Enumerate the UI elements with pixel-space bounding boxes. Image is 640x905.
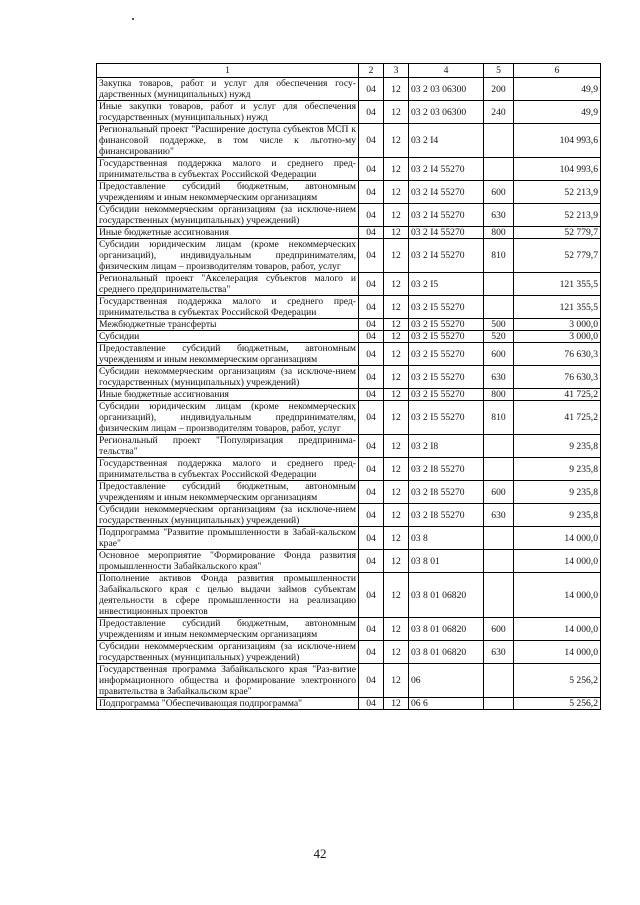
- row-amount: 14 000,0: [514, 641, 601, 664]
- row-name: Межбюджетные трансферты: [97, 319, 359, 331]
- row-target-article: 03 2 I4: [409, 124, 484, 158]
- row-target-article: 03 8 01: [409, 550, 484, 573]
- row-amount: 76 630,3: [514, 343, 601, 366]
- row-section-code: 04: [359, 527, 384, 550]
- row-name: Иные бюджетные ассигнования: [97, 389, 359, 401]
- row-subsection-code: 12: [384, 618, 409, 641]
- header-cell: 3: [384, 64, 409, 78]
- row-section-code: 04: [359, 641, 384, 664]
- row-target-article: 03 2 I4 55270: [409, 181, 484, 204]
- row-target-article: 03 2 I8: [409, 435, 484, 458]
- row-name: Субсидии некоммерческим организациям (за исключе-нием государственных (муниципальных) учреждений): [97, 641, 359, 664]
- row-section-code: 04: [359, 343, 384, 366]
- row-section-code: 04: [359, 319, 384, 331]
- row-section-code: 04: [359, 78, 384, 101]
- row-name: Субсидии: [97, 331, 359, 343]
- table-row: [97, 550, 601, 573]
- row-section-code: 04: [359, 366, 384, 389]
- row-target-article: 03 2 I4 55270: [409, 158, 484, 181]
- row-expense-type: 800: [484, 227, 514, 239]
- row-target-article: 03 2 I5 55270: [409, 319, 484, 331]
- row-target-article: 03 2 I4 55270: [409, 227, 484, 239]
- row-expense-type: 600: [484, 343, 514, 366]
- table-row: [97, 458, 601, 481]
- row-name: Подпрограмма "Обеспечивающая подпрограмма": [97, 698, 359, 710]
- row-name: Государственная программа Забайкальского края "Раз-витие информационного общества и формирование электронного правительства в Забайкальском крае": [97, 664, 359, 698]
- table-row: [97, 343, 601, 366]
- table-row: [97, 698, 601, 710]
- header-cell: 1: [97, 64, 359, 78]
- row-name: Субсидии некоммерческим организациям (за исключе-нием государственных (муниципальных) учреждений): [97, 504, 359, 527]
- row-amount: 5 256,2: [514, 664, 601, 698]
- row-name: Субсидии некоммерческим организациям (за исключе-нием государственных (муниципальных) учреждений): [97, 204, 359, 227]
- row-target-article: 03 2 I5 55270: [409, 296, 484, 319]
- row-name: Субсидии юридическим лицам (кроме некоммерческих организаций), индивидуальным предпринимателям, физическим лицам – производителям товаров, работ, услуг: [97, 401, 359, 435]
- table-row: [97, 204, 601, 227]
- row-subsection-code: 12: [384, 664, 409, 698]
- row-amount: 52 213,9: [514, 181, 601, 204]
- row-section-code: 04: [359, 573, 384, 618]
- row-section-code: 04: [359, 698, 384, 710]
- row-name: Региональный проект "Популяризация предпринима-тельства": [97, 435, 359, 458]
- row-amount: 76 630,3: [514, 366, 601, 389]
- row-amount: 52 213,9: [514, 204, 601, 227]
- row-expense-type: [484, 296, 514, 319]
- table-row: [97, 435, 601, 458]
- row-section-code: 04: [359, 331, 384, 343]
- row-target-article: 03 2 I4 55270: [409, 204, 484, 227]
- row-amount: 3 000,0: [514, 319, 601, 331]
- row-amount: 14 000,0: [514, 618, 601, 641]
- row-section-code: 04: [359, 481, 384, 504]
- row-subsection-code: 12: [384, 481, 409, 504]
- row-amount: 9 235,8: [514, 435, 601, 458]
- table-row: [97, 481, 601, 504]
- row-subsection-code: 12: [384, 401, 409, 435]
- row-section-code: 04: [359, 181, 384, 204]
- row-section-code: 04: [359, 204, 384, 227]
- header-cell: 5: [484, 64, 514, 78]
- row-subsection-code: 12: [384, 389, 409, 401]
- row-amount: 9 235,8: [514, 481, 601, 504]
- row-expense-type: 630: [484, 366, 514, 389]
- row-subsection-code: 12: [384, 458, 409, 481]
- row-amount: 52 779,7: [514, 227, 601, 239]
- row-name: Иные бюджетные ассигнования: [97, 227, 359, 239]
- table-row: [97, 124, 601, 158]
- row-subsection-code: 12: [384, 158, 409, 181]
- row-amount: 41 725,2: [514, 389, 601, 401]
- row-expense-type: [484, 664, 514, 698]
- row-subsection-code: 12: [384, 698, 409, 710]
- row-target-article: 03 8 01 06820: [409, 641, 484, 664]
- row-amount: 104 993,6: [514, 124, 601, 158]
- header-cell: 6: [514, 64, 601, 78]
- row-amount: 14 000,0: [514, 573, 601, 618]
- row-expense-type: 600: [484, 481, 514, 504]
- row-target-article: 03 2 I5 55270: [409, 389, 484, 401]
- row-name: Предоставление субсидий бюджетным, автономным учреждениям и иным некоммерческим организациям: [97, 181, 359, 204]
- row-section-code: 04: [359, 273, 384, 296]
- scan-speck: [132, 18, 134, 20]
- row-subsection-code: 12: [384, 641, 409, 664]
- row-section-code: 04: [359, 664, 384, 698]
- row-subsection-code: 12: [384, 273, 409, 296]
- row-expense-type: [484, 158, 514, 181]
- row-expense-type: 600: [484, 618, 514, 641]
- row-subsection-code: 12: [384, 181, 409, 204]
- row-target-article: 03 2 I5 55270: [409, 366, 484, 389]
- row-expense-type: 630: [484, 504, 514, 527]
- row-section-code: 04: [359, 458, 384, 481]
- row-subsection-code: 12: [384, 550, 409, 573]
- row-amount: 52 779,7: [514, 239, 601, 273]
- table-row: [97, 664, 601, 698]
- table-row: [97, 296, 601, 319]
- row-amount: 49,9: [514, 101, 601, 124]
- row-expense-type: [484, 698, 514, 710]
- row-target-article: 03 2 I8 55270: [409, 458, 484, 481]
- row-expense-type: 240: [484, 101, 514, 124]
- row-name: Иные закупки товаров, работ и услуг для обеспечения государственных (муниципальных) нужд: [97, 101, 359, 124]
- row-amount: 49,9: [514, 78, 601, 101]
- row-name: Закупка товаров, работ и услуг для обеспечения госу-дарственных (муниципальных) нужд: [97, 78, 359, 101]
- row-target-article: 03 2 I5 55270: [409, 331, 484, 343]
- row-name: Субсидии юридическим лицам (кроме некоммерческих организаций), индивидуальным предпринимателям, физическим лицам – производителям товаров, работ, услуг: [97, 239, 359, 273]
- table-row: [97, 273, 601, 296]
- row-section-code: 04: [359, 101, 384, 124]
- table-row: [97, 527, 601, 550]
- row-expense-type: [484, 527, 514, 550]
- row-name: Государственная поддержка малого и среднего пред-принимательства в субъектах Российской Федерации: [97, 296, 359, 319]
- row-expense-type: [484, 573, 514, 618]
- table-row: [97, 504, 601, 527]
- row-name: Предоставление субсидий бюджетным, автономным учреждениям и иным некоммерческим организациям: [97, 343, 359, 366]
- row-subsection-code: 12: [384, 319, 409, 331]
- row-section-code: 04: [359, 550, 384, 573]
- table-row: [97, 239, 601, 273]
- row-target-article: 03 2 I8 55270: [409, 504, 484, 527]
- row-section-code: 04: [359, 124, 384, 158]
- row-target-article: 03 2 I8 55270: [409, 481, 484, 504]
- table-row: [97, 331, 601, 343]
- table-row: [97, 618, 601, 641]
- row-amount: 14 000,0: [514, 550, 601, 573]
- row-target-article: 03 2 03 06300: [409, 78, 484, 101]
- row-section-code: 04: [359, 158, 384, 181]
- row-name: Субсидии некоммерческим организациям (за исключе-нием государственных (муниципальных) учреждений): [97, 366, 359, 389]
- row-section-code: 04: [359, 504, 384, 527]
- table-body: [97, 78, 601, 710]
- row-target-article: 06: [409, 664, 484, 698]
- row-target-article: 03 2 03 06300: [409, 101, 484, 124]
- row-expense-type: 520: [484, 331, 514, 343]
- row-target-article: 03 8 01 06820: [409, 618, 484, 641]
- row-expense-type: 200: [484, 78, 514, 101]
- table-row: [97, 158, 601, 181]
- row-subsection-code: 12: [384, 227, 409, 239]
- row-target-article: 03 2 I5 55270: [409, 343, 484, 366]
- table-row: [97, 101, 601, 124]
- row-amount: 41 725,2: [514, 401, 601, 435]
- row-amount: 9 235,8: [514, 504, 601, 527]
- row-amount: 14 000,0: [514, 527, 601, 550]
- row-expense-type: [484, 124, 514, 158]
- row-subsection-code: 12: [384, 435, 409, 458]
- row-subsection-code: 12: [384, 239, 409, 273]
- row-target-article: 03 2 I5: [409, 273, 484, 296]
- row-amount: 9 235,8: [514, 458, 601, 481]
- table-row: [97, 641, 601, 664]
- row-section-code: 04: [359, 389, 384, 401]
- row-name: Государственная поддержка малого и среднего пред-принимательства в субъектах Российской Федерации: [97, 458, 359, 481]
- row-target-article: 03 2 I5 55270: [409, 401, 484, 435]
- row-expense-type: 800: [484, 389, 514, 401]
- row-expense-type: 810: [484, 401, 514, 435]
- table-row: [97, 78, 601, 101]
- row-name: Подпрограмма "Развитие промышленности в Забай-кальском крае": [97, 527, 359, 550]
- page-number: 42: [313, 846, 327, 861]
- row-name: Основное мероприятие "Формирование Фонда развития промышленности Забайкальского края": [97, 550, 359, 573]
- row-subsection-code: 12: [384, 101, 409, 124]
- row-section-code: 04: [359, 296, 384, 319]
- header-cell: 2: [359, 64, 384, 78]
- row-expense-type: [484, 273, 514, 296]
- row-amount: 5 256,2: [514, 698, 601, 710]
- row-target-article: 03 8: [409, 527, 484, 550]
- row-subsection-code: 12: [384, 296, 409, 319]
- table-row: [97, 227, 601, 239]
- row-subsection-code: 12: [384, 204, 409, 227]
- row-section-code: 04: [359, 239, 384, 273]
- header-cell: 4: [409, 64, 484, 78]
- row-amount: 121 355,5: [514, 296, 601, 319]
- row-section-code: 04: [359, 227, 384, 239]
- row-amount: 3 000,0: [514, 331, 601, 343]
- row-name: Региональный проект "Акселерация субъектов малого и среднего предпринимательства": [97, 273, 359, 296]
- row-expense-type: 500: [484, 319, 514, 331]
- row-subsection-code: 12: [384, 124, 409, 158]
- row-name: Предоставление субсидий бюджетным, автономным учреждениям и иным некоммерческим организациям: [97, 481, 359, 504]
- row-expense-type: 630: [484, 641, 514, 664]
- row-expense-type: 810: [484, 239, 514, 273]
- row-subsection-code: 12: [384, 527, 409, 550]
- table-row: [97, 366, 601, 389]
- row-subsection-code: 12: [384, 366, 409, 389]
- table-row: [97, 181, 601, 204]
- row-subsection-code: 12: [384, 504, 409, 527]
- budget-table: [96, 63, 601, 710]
- table-row: [97, 389, 601, 401]
- row-subsection-code: 12: [384, 331, 409, 343]
- row-section-code: 04: [359, 401, 384, 435]
- row-expense-type: 630: [484, 204, 514, 227]
- row-expense-type: [484, 435, 514, 458]
- row-name: Государственная поддержка малого и среднего пред-принимательства в субъектах Российской Федерации: [97, 158, 359, 181]
- row-target-article: 03 2 I4 55270: [409, 239, 484, 273]
- row-amount: 104 993,6: [514, 158, 601, 181]
- header-row: [97, 64, 601, 78]
- row-section-code: 04: [359, 618, 384, 641]
- row-target-article: 06 6: [409, 698, 484, 710]
- row-name: Пополнение активов Фонда развития промышленности Забайкальского края с целью выдачи займов субъектам деятельности в сфере промышленности на реализацию инвестиционных проектов: [97, 573, 359, 618]
- row-expense-type: [484, 458, 514, 481]
- row-expense-type: [484, 550, 514, 573]
- row-name: Региональный проект "Расширение доступа субъектов МСП к финансовой поддержке, в том числе к льготно-му финансированию": [97, 124, 359, 158]
- row-subsection-code: 12: [384, 573, 409, 618]
- row-expense-type: 600: [484, 181, 514, 204]
- row-subsection-code: 12: [384, 343, 409, 366]
- row-name: Предоставление субсидий бюджетным, автономным учреждениям и иным некоммерческим организациям: [97, 618, 359, 641]
- row-target-article: 03 8 01 06820: [409, 573, 484, 618]
- row-section-code: 04: [359, 435, 384, 458]
- table-row: [97, 319, 601, 331]
- row-amount: 121 355,5: [514, 273, 601, 296]
- row-subsection-code: 12: [384, 78, 409, 101]
- table-row: [97, 401, 601, 435]
- table-row: [97, 573, 601, 618]
